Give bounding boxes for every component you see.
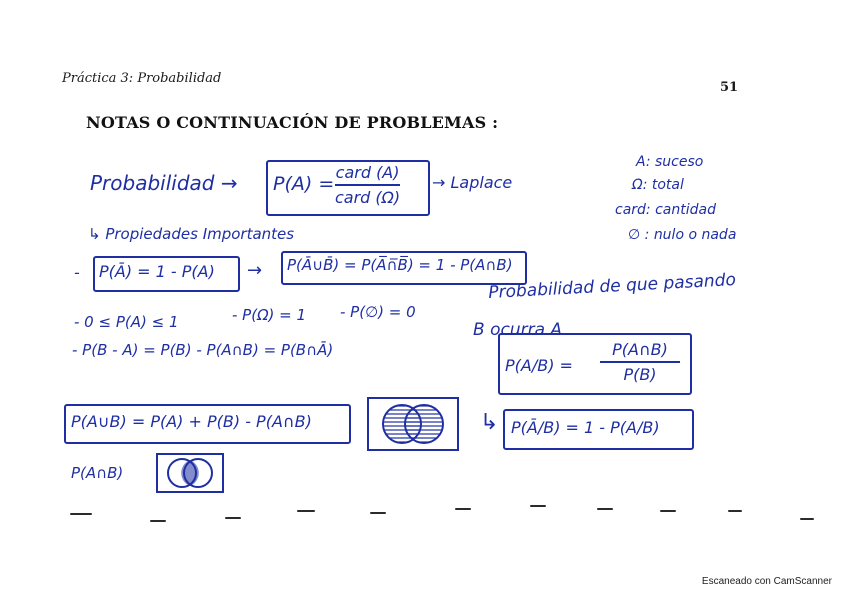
conditional-heading: Probabilidad de que pasando [487,270,737,303]
empty-property: - P(∅) = 0 [340,303,416,321]
conditional-left: P(A/B) = [505,356,573,375]
complement-formula: P(Ā) = 1 - P(A) [99,262,215,281]
header-title: Práctica 3: Probabilidad [62,71,222,86]
scan-artifact [728,510,742,512]
propiedades-label: ↳ Propiedades Importantes [88,225,295,243]
bullet-dash: - [74,263,80,282]
demorgan-formula: P(Ā∪B̄) = P(A̅∩̅B̅) = 1 - P(A∩B) [287,256,513,274]
scanner-watermark: Escaneado con CamScanner [701,576,832,587]
venn-union-icon [366,396,460,452]
legend-item: Ω: total [632,177,684,193]
laplace-label: → Laplace [432,173,513,192]
scan-artifact [225,517,241,519]
arrow: → [247,260,263,281]
legend-item: ∅ : nulo o nada [628,227,737,243]
laplace-fraction [335,163,400,207]
scan-artifact [70,513,92,515]
bound-property: - 0 ≤ P(A) ≤ 1 [74,313,179,331]
laplace-denominator: card (Ω) [335,188,401,207]
laplace-left: P(A) = [273,173,335,195]
scan-artifact [370,512,386,514]
difference-property: - P(B - A) = P(B) - P(A∩B) = P(B∩Ā) [72,341,334,359]
conditional-fraction [600,340,680,384]
page-title: NOTAS O CONTINUACIÓN DE PROBLEMAS : [86,113,499,132]
venn-intersection-icon [155,452,225,494]
conditional-numerator: P(A∩B) [612,340,668,359]
conditional-heading-2: B ocurra A [473,320,563,340]
laplace-numerator: card (A) [335,163,400,182]
scan-artifact [660,510,676,512]
legend-item: A: suceso [636,154,704,170]
fraction-bar [600,361,680,363]
conditional-denominator: P(B) [623,365,657,384]
conditional-complement: P(Ā/B) = 1 - P(A/B) [511,418,660,437]
probabilidad-label: Probabilidad → [90,171,238,195]
fraction-bar [335,184,400,186]
scan-artifact [455,508,471,510]
page-number: 51 [720,80,739,95]
intersection-label: P(A∩B) [71,464,124,482]
curved-arrow: ↳ [480,410,499,435]
union-formula: P(A∪B) = P(A) + P(B) - P(A∩B) [71,412,312,431]
scan-artifact [150,520,166,522]
scan-artifact [530,505,546,507]
omega-property: - P(Ω) = 1 [232,306,307,324]
scan-artifact [597,508,613,510]
scan-artifact [297,510,315,512]
scan-artifact [800,518,814,520]
legend-item: card: cantidad [615,202,716,218]
